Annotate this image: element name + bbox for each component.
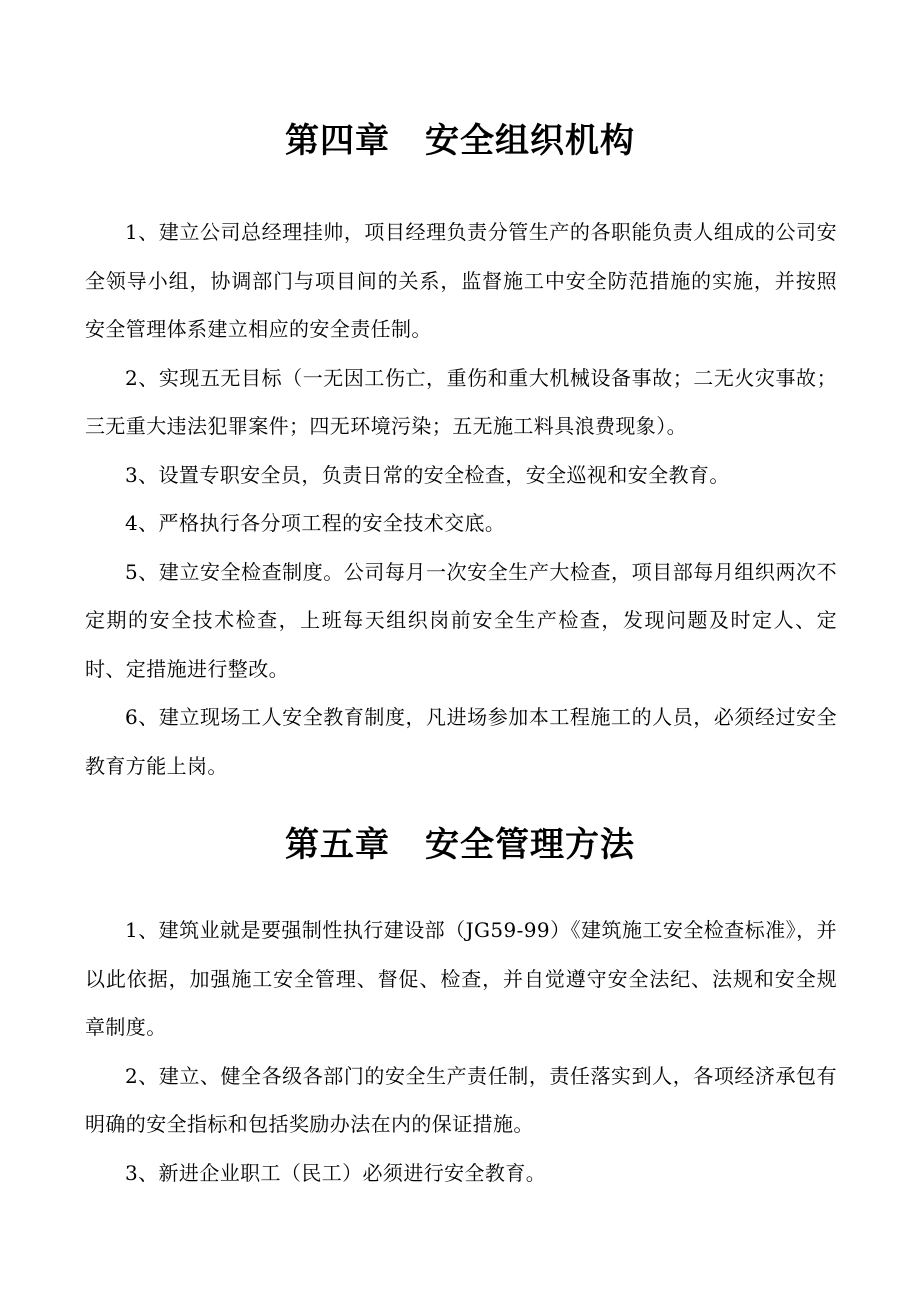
chapter-5-paragraph-1: 1、建筑业就是要强制性执行建设部（JG59-99）《建筑施工安全检查标准》，并以此依据，加强施工安全管理、督促、检查，并自觉遵守安全法纪、法规和安全规章制度。: [85, 918, 837, 1039]
chapter-4-body: [85, 208, 837, 790]
chapter-5-body: [85, 906, 837, 1197]
chapter-4-title: 第四章 安全组织机构: [285, 121, 635, 161]
chapter-5-paragraph-3: 3、新进企业职工（民工）必须进行安全教育。: [125, 1160, 547, 1185]
chapter-5-title: 第五章 安全管理方法: [285, 825, 635, 865]
chapter-5-paragraph-2: 2、建立、健全各级各部门的安全生产责任制，责任落实到人，各项经济承包有明确的安全指标和包括奖励办法在内的保证措施。: [85, 1063, 837, 1136]
chapter-4-paragraph-6: 6、建立现场工人安全教育制度，凡进场参加本工程施工的人员，必须经过安全教育方能上岗。: [85, 705, 837, 778]
chapter-4-paragraph-3: 3、设置专职安全员，负责日常的安全检查，安全巡视和安全教育。: [125, 462, 730, 487]
chapter-4-paragraph-2: 2、实现五无目标（一无因工伤亡，重伤和重大机械设备事故；二无火灾事故；三无重大违法犯罪案件；四无环境污染；五无施工料具浪费现象）。: [85, 365, 837, 438]
chapter-4-paragraph-4: 4、严格执行各分项工程的安全技术交底。: [125, 511, 506, 535]
chapter-4-paragraph-5: 5、建立安全检查制度。公司每月一次安全生产大检查，项目部每月组织两次不定期的安全技术检查，上班每天组织岗前安全生产检查，发现问题及时定人、定时、定措施进行整改。: [85, 559, 837, 681]
chapter-4-paragraph-1: 1、建立公司总经理挂帅，项目经理负责分管生产的各职能负责人组成的公司安全领导小组，协调部门与项目间的关系，监督施工中安全防范措施的实施，并按照安全管理体系建立相应的安全责任制。: [85, 220, 837, 341]
